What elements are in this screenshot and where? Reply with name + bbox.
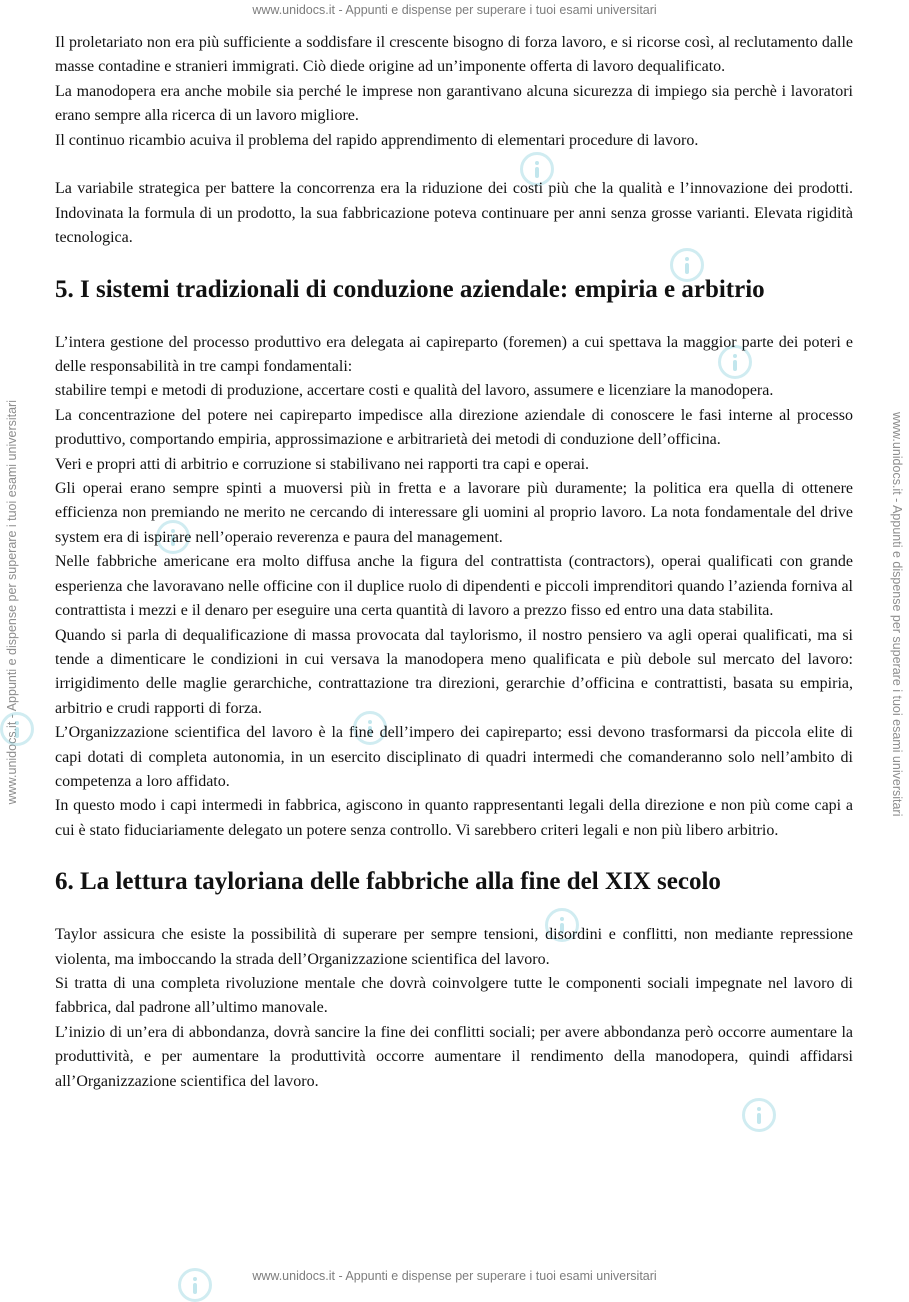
section-heading: 5. I sistemi tradizionali di conduzione aziendale: empiria e arbitrio [55,275,765,303]
paragraph: L’inizio di un’era di abbondanza, dovrà sancire la fine dei conflitti sociali; per avere abbondanza però occorre aumentare la produttività, e per aumentare la produttività occorre aumentare il rendimento della manodopera, quindi affidarsi all’Organizzazione scientifica del lavoro. [55,1023,853,1090]
paragraph: Si tratta di una completa rivoluzione mentale che dovrà coinvolgere tutte le componenti sociali impegnate nel lavoro di fabbrica, dal padrone all’ultimo manovale. [55,974,853,1017]
paragraph: La manodopera era anche mobile sia perché le imprese non garantivano alcuna sicurezza di impiego sia perchè i lavoratori erano sempre alla ricerca di un lavoro migliore. [55,82,853,125]
paragraph: La concentrazione del potere nei capireparto impedisce alla direzione aziendale di conoscere le fasi interne al processo produttivo, comportando empiria, approssimazione e arbitrarietà dei metodi di conduzione dell’officina. [55,406,853,449]
paragraph: stabilire tempi e metodi di produzione, accertare costi e qualità del lavoro, assumere e licenziare la manodopera. [55,382,774,400]
document-page [55,31,853,1094]
watermark-logo-icon [178,1268,212,1302]
paragraph: Il continuo ricambio acuiva il problema del rapido apprendimento di elementari procedure di lavoro. [55,131,699,149]
paragraph: Taylor assicura che esiste la possibilità di superare per sempre tensioni, disordini e conflitti, non mediante repressione violenta, ma imboccando la strada dell’Organizzazione scientifica del lavoro. [55,926,853,968]
watermark-logo-icon [0,712,34,746]
paragraph: Gli operai erano sempre spinti a muoversi più in fretta e a lavorare più duramente; la politica era quella di ottenere efficienza non premiando ne merito ne cercando di interessare gli uomini al proprio lavoro. La nota fondamentale del drive system era di ispirare nell’operaio reverenza e paura del management. [55,480,853,546]
paragraph: Veri e propri atti di arbitrio e corruzione si stabilivano nei rapporti tra capi e operai. [55,455,590,473]
paragraph-spacer [55,153,853,177]
paragraph: La variabile strategica per battere la concorrenza era la riduzione dei costi più che la qualità e l’innovazione dei prodotti. Indovinata la formula di un prodotto, la sua fabbricazione poteva continuare per anni senza grosse varianti. Elevata rigidità tecnologica. [55,180,853,247]
paragraph: Quando si parla di dequalificazione di massa provocata dal taylorismo, il nostro pensiero va agli operai qualificati, ma si tende a dimenticare le condizioni in cui versava la manodopera meno qualificata e più debole sul mercato del lavoro: irrigidimento delle maglie gerarchiche, contrattazione tra direzioni, gerarchie d’officina e contrattisti, basata su empiria, arbitrio e crudi rapporti di forza. [55,626,853,717]
watermark-left: www.unidocs.it - Appunti e dispense per superare i tuoi esami universitari [5,400,19,805]
watermark-header: www.unidocs.it - Appunti e dispense per superare i tuoi esami universitari [252,3,657,17]
paragraph: L’intera gestione del processo produttivo era delegata ai capireparto (foremen) a cui spettava la maggior parte dei poteri e delle responsabilità in tre campi fondamentali: [55,333,853,376]
paragraph: Nelle fabbriche americane era molto diffusa anche la figura del contrattista (contractors), operai qualificati con grande esperienza che lavoravano nelle officine con il duplice ruolo di dipendenti e piccoli imprenditori quando l’azienda forniva al contrattista i mezzi e il denaro per eseguire una certa quantità di lavoro a prezzo fisso ed entro una data stabilita. [55,553,853,620]
watermark-footer: www.unidocs.it - Appunti e dispense per superare i tuoi esami universitari [252,1269,657,1283]
watermark-right: www.unidocs.it - Appunti e dispense per superare i tuoi esami universitari [890,412,904,817]
paragraph: L’Organizzazione scientifica del lavoro è la fine dell’impero dei capireparto; essi devono trasformarsi da piccola elite di capi dotati di completa autonomia, in un esercito disciplinato di quadri intermedi che comanderanno solo nell’ambito di competenza a loro affidato. [55,724,853,790]
section-heading: 6. La lettura tayloriana delle fabbriche alla fine del XIX secolo [55,868,721,896]
watermark-logo-icon [742,1098,776,1132]
paragraph: Il proletariato non era più sufficiente a soddisfare il crescente bisogno di forza lavoro, e si ricorse così, al reclutamento dalle masse contadine e stranieri immigrati. Ciò diede origine ad un’imponente offerta di lavoro dequalificato. [55,34,853,76]
paragraph: In questo modo i capi intermedi in fabbrica, agiscono in quanto rappresentanti legali della direzione e non più come capi a cui è stato fiduciariamente delegato un potere senza controllo. Vi sarebbero criteri legali e non più libero arbitrio. [55,797,853,839]
